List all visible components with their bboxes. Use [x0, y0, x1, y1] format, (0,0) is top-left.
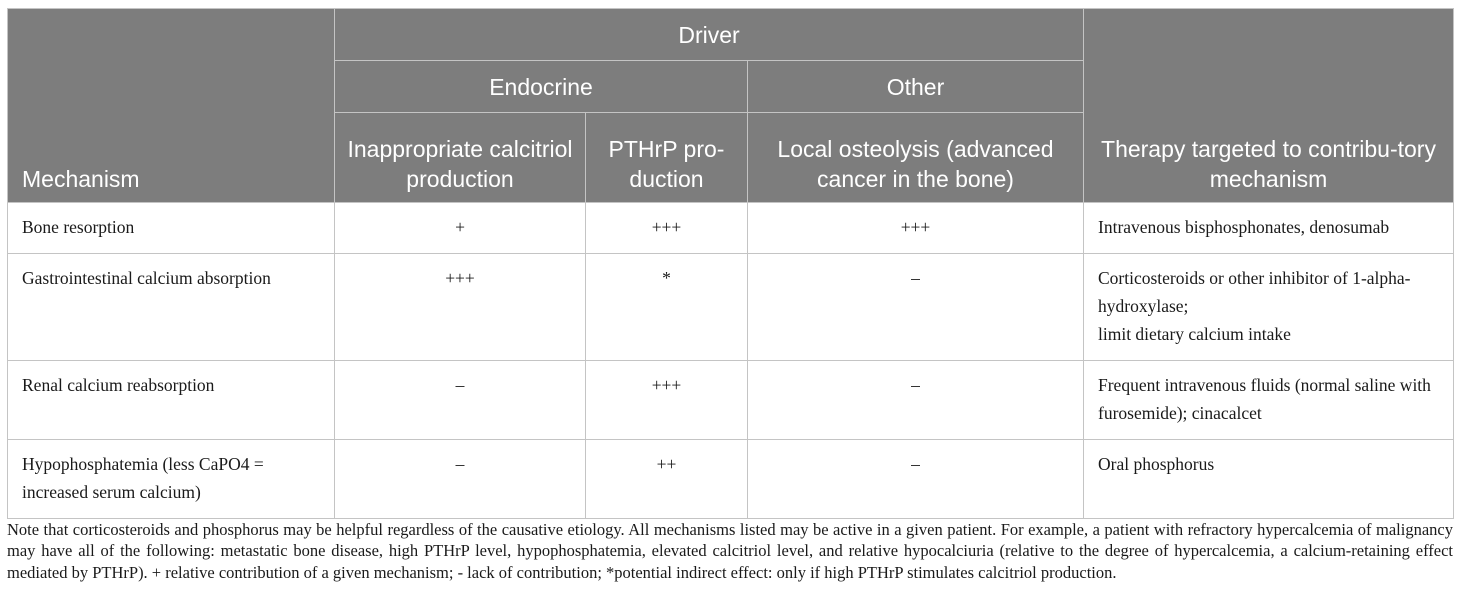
- header-row-1: [8, 9, 1454, 61]
- table-footnote: Note that corticosteroids and phosphorus may be helpful regardless of the causative etiology. All mechanisms listed may be active in a given patient. For example, a patient with refractory hypercalcemia of malignancy may have all of the following: metastatic bone disease, high PTHrP level, hypophosphatemia, elevated calcitriol level, and relative hypocalciuria (relative to the degree of hypercalcemia, a calcium-retaining effect mediated by PTHrP). + relative contribution of a given mechanism; - lack of contribution; *potential indirect effect: only if high PTHrP stimulates calcitriol production.: [7, 519, 1453, 582]
- table-row: [8, 203, 1454, 254]
- cell-osteolysis: –: [748, 440, 1084, 519]
- header-other: Other: [748, 61, 1084, 113]
- cell-therapy: Intravenous bisphosphonates, denosumab: [1084, 203, 1454, 254]
- cell-calcitriol: –: [335, 440, 586, 519]
- cell-calcitriol: +: [335, 203, 586, 254]
- cell-osteolysis: –: [748, 254, 1084, 361]
- cell-osteolysis: +++: [748, 203, 1084, 254]
- cell-mechanism: Renal calcium reabsorption: [8, 361, 335, 440]
- cell-pthrp: +++: [586, 361, 748, 440]
- cell-pthrp: ++: [586, 440, 748, 519]
- table-row: [8, 440, 1454, 519]
- header-driver: Driver: [335, 9, 1084, 61]
- header-calcitriol: Inappropriate calcitriol production: [335, 113, 586, 203]
- cell-pthrp: +++: [586, 203, 748, 254]
- table-body: [8, 203, 1454, 519]
- table-row: [8, 361, 1454, 440]
- header-pthrp: PTHrP pro-duction: [586, 113, 748, 203]
- table-header: [8, 9, 1454, 203]
- header-osteolysis: Local osteolysis (advanced cancer in the bone): [748, 113, 1084, 203]
- cell-therapy: Oral phosphorus: [1084, 440, 1454, 519]
- table-row: [8, 254, 1454, 361]
- cell-osteolysis: –: [748, 361, 1084, 440]
- cell-therapy: Corticosteroids or other inhibitor of 1-alpha-hydroxylase; limit dietary calcium intake: [1084, 254, 1454, 361]
- header-mechanism: Mechanism: [8, 9, 335, 203]
- header-therapy: Therapy targeted to contribu-tory mechanism: [1084, 9, 1454, 203]
- cell-mechanism: Gastrointestinal calcium absorption: [8, 254, 335, 361]
- cell-therapy: Frequent intravenous fluids (normal saline with furosemide); cinacalcet: [1084, 361, 1454, 440]
- cell-mechanism: Bone resorption: [8, 203, 335, 254]
- cell-mechanism: Hypophosphatemia (less CaPO4 = increased serum calcium): [8, 440, 335, 519]
- header-endocrine: Endocrine: [335, 61, 748, 113]
- hypercalcemia-mechanisms-table: [7, 8, 1454, 519]
- cell-calcitriol: –: [335, 361, 586, 440]
- cell-pthrp: *: [586, 254, 748, 361]
- table-container: [7, 8, 1453, 519]
- cell-calcitriol: +++: [335, 254, 586, 361]
